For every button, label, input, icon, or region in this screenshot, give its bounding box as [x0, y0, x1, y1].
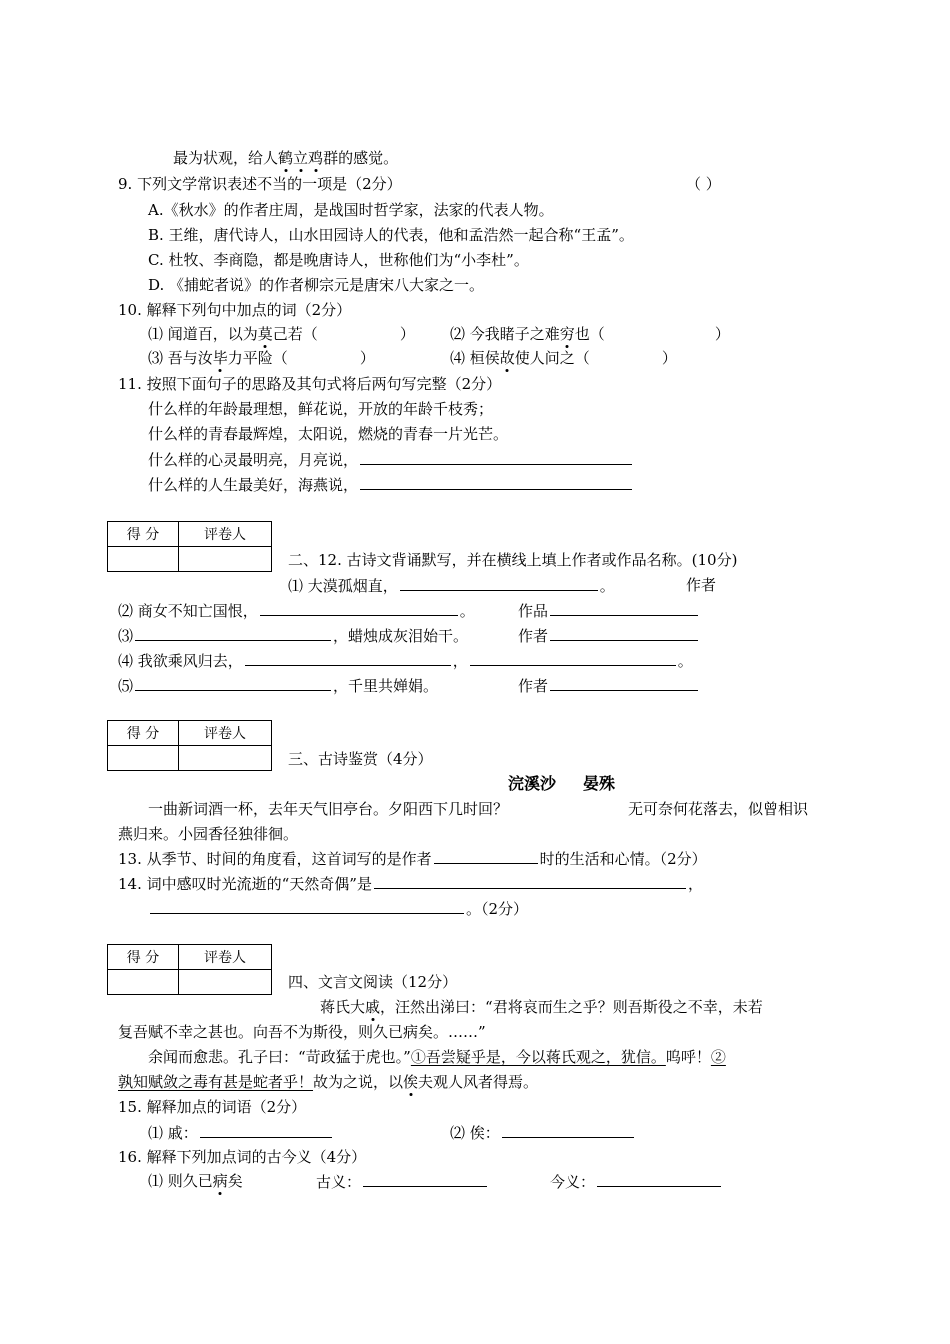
answer-blank[interactable]: [245, 649, 451, 666]
q9-stem: 9. 下列文学常识表述不当的一项是（2分）: [118, 175, 402, 193]
q9-answer-bracket[interactable]: （ ）: [686, 175, 721, 193]
dotted-char: 立: [293, 149, 309, 167]
underlined-sentence-1: ①吾尝疑乎是，今以蒋氏观之，犹信。: [410, 1048, 666, 1066]
answer-blank[interactable]: [360, 448, 632, 465]
score-label: 得 分: [108, 945, 179, 970]
intro-line: 最为状观，给人鹤立鸡群的感觉。: [173, 149, 399, 167]
q13: 13. 从季节、时间的角度看，这首词写的是作者 时的生活和心情。（2分）: [118, 847, 707, 870]
q11-line-4: 什么样的人生最美好，海燕说，: [148, 473, 634, 496]
sec2-line-3: ⑶ ，蜡烛成灰泪始干。: [118, 624, 468, 647]
passage-line-1: 蒋氏大戚，汪然出涕曰：“君将哀而生之乎？则吾斯役之不幸，未若: [320, 998, 763, 1016]
answer-blank[interactable]: [550, 599, 698, 616]
passage-line-3: 余闻而愈悲。孔子曰：“苛政猛于虎也。”①吾尝疑乎是，今以蒋氏观之，犹信。呜呼！②: [148, 1048, 726, 1066]
sec2-line-5-author: 作者: [518, 674, 700, 697]
score-table: [107, 944, 272, 995]
answer-blank[interactable]: [150, 897, 464, 914]
q10-item-2: ⑵ 今我睹子之难穷也（ ）: [450, 325, 730, 343]
answer-blank[interactable]: [470, 649, 676, 666]
dotted-char: 俟: [403, 1073, 419, 1091]
q9-option-a: A.《秋水》的作者庄周，是战国时哲学家，法家的代表人物。: [148, 201, 554, 219]
dotted-char: 故: [499, 349, 515, 367]
score-table: [107, 521, 272, 572]
score-cell[interactable]: [108, 970, 179, 995]
dotted-char: 莫: [257, 325, 273, 343]
score-label: 得 分: [108, 721, 179, 746]
q10-item-3: ⑶ 吾与汝毕力平险（ ）: [148, 349, 375, 367]
poem-line-1b: 无可奈何花落去，似曾相识: [628, 800, 809, 818]
q16-stem: 16. 解释下列加点词的古今义（4分）: [118, 1148, 367, 1166]
q9-option-d: D. 《捕蛇者说》的作者柳宗元是唐宋八大家之一。: [148, 276, 485, 294]
q9-option-b: B. 王维，唐代诗人，山水田园诗人的代表，他和孟浩然一起合称“王孟”。: [148, 226, 634, 244]
sec2-line-3-author: 作者: [518, 624, 700, 647]
dotted-char: 鸡: [308, 149, 324, 167]
q15-item-1: ⑴ 戚：: [148, 1121, 334, 1144]
grader-cell[interactable]: [179, 970, 272, 995]
answer-blank[interactable]: [597, 1170, 721, 1187]
poem-line-1a: 一曲新词酒一杯，去年天气旧亭台。夕阳西下几时回？: [148, 800, 509, 818]
grader-cell[interactable]: [179, 547, 272, 572]
q9-option-c: C. 杜牧、李商隐，都是晚唐诗人，世称他们为“小李杜”。: [148, 251, 529, 269]
sec2-line-1: ⑴ 大漠孤烟直， 。: [288, 574, 615, 597]
passage-line-4: 孰知赋敛之毒有甚是蛇者乎！故为之说，以俟夫观人风者得焉。: [118, 1073, 539, 1091]
q10-item-1: ⑴ 闻道百，以为莫己若（ ）: [148, 325, 415, 343]
q14-cont: 。（2分）: [148, 897, 528, 920]
underline-marker-2: ②: [710, 1048, 726, 1066]
answer-blank[interactable]: [400, 574, 598, 591]
answer-blank[interactable]: [135, 674, 331, 691]
dotted-char: 戚: [365, 998, 381, 1016]
answer-blank[interactable]: [434, 847, 538, 864]
q16-ancient-meaning: 古义：: [316, 1170, 489, 1193]
q15-stem: 15. 解释加点的词语（2分）: [118, 1098, 307, 1116]
answer-blank[interactable]: [374, 872, 686, 889]
q11-line-1: 什么样的年龄最理想，鲜花说，开放的年龄千枝秀；: [148, 400, 494, 418]
answer-blank[interactable]: [360, 473, 632, 490]
poem-author: 晏殊: [583, 774, 616, 793]
grader-label: 评卷人: [179, 721, 272, 746]
answer-blank[interactable]: [363, 1170, 487, 1187]
sec2-line-5: ⑸ ，千里共婵娟。: [118, 674, 438, 697]
section-3-heading: 三、古诗鉴赏（4分）: [288, 750, 433, 768]
underlined-sentence-2: 孰知赋敛之毒有甚是蛇者乎！: [118, 1073, 314, 1091]
q15-item-2: ⑵ 俟：: [450, 1121, 636, 1144]
dotted-char: 病: [212, 1172, 228, 1190]
score-label: 得 分: [108, 522, 179, 547]
grader-label: 评卷人: [179, 522, 272, 547]
score-cell[interactable]: [108, 746, 179, 771]
q14: 14. 词中感叹时光流逝的“天然奇偶”是 ，: [118, 872, 703, 895]
answer-blank[interactable]: [200, 1121, 332, 1138]
q11-stem: 11. 按照下面句子的思路及其句式将后两句写完整（2分）: [118, 375, 502, 393]
q11-line-3: 什么样的心灵最明亮，月亮说，: [148, 448, 634, 471]
dotted-char: 穷: [559, 325, 575, 343]
answer-blank[interactable]: [260, 599, 458, 616]
sec2-line-4: ⑷ 我欲乘风归去， ， 。: [118, 649, 693, 672]
q16-modern-meaning: 今义：: [550, 1170, 723, 1193]
score-cell[interactable]: [108, 547, 179, 572]
answer-blank[interactable]: [550, 674, 698, 691]
answer-blank[interactable]: [550, 624, 698, 641]
score-table: [107, 720, 272, 771]
answer-blank[interactable]: [502, 1121, 634, 1138]
sec2-line-2-work: 作品: [518, 599, 700, 622]
dotted-char: 毕: [212, 349, 228, 367]
grader-label: 评卷人: [179, 945, 272, 970]
q16-item-1: ⑴ 则久已病矣: [148, 1172, 243, 1190]
sec2-line-1-author: 作者: [686, 576, 717, 594]
section-2-heading: 二、12. 古诗文背诵默写，并在横线上填上作者或作品名称。(10分): [288, 551, 738, 569]
sec2-line-2: ⑵ 商女不知亡国恨， 。: [118, 599, 475, 622]
section-4-heading: 四、文言文阅读（12分）: [288, 973, 458, 991]
q11-line-2: 什么样的青春最辉煌，太阳说，燃烧的青春一片光芒。: [148, 425, 509, 443]
poem-line-2: 燕归来。小园香径独徘徊。: [118, 825, 299, 843]
q10-stem: 10. 解释下列句中加点的词（2分）: [118, 301, 352, 319]
passage-line-2: 复吾赋不幸之甚也。向吾不为斯役，则久已病矣。……”: [118, 1023, 486, 1041]
dotted-char: 鹤: [278, 149, 294, 167]
poem-title: 浣溪沙: [508, 774, 557, 793]
grader-cell[interactable]: [179, 746, 272, 771]
answer-blank[interactable]: [135, 624, 331, 641]
q10-item-4: ⑷ 桓侯故使人问之（ ）: [450, 349, 677, 367]
